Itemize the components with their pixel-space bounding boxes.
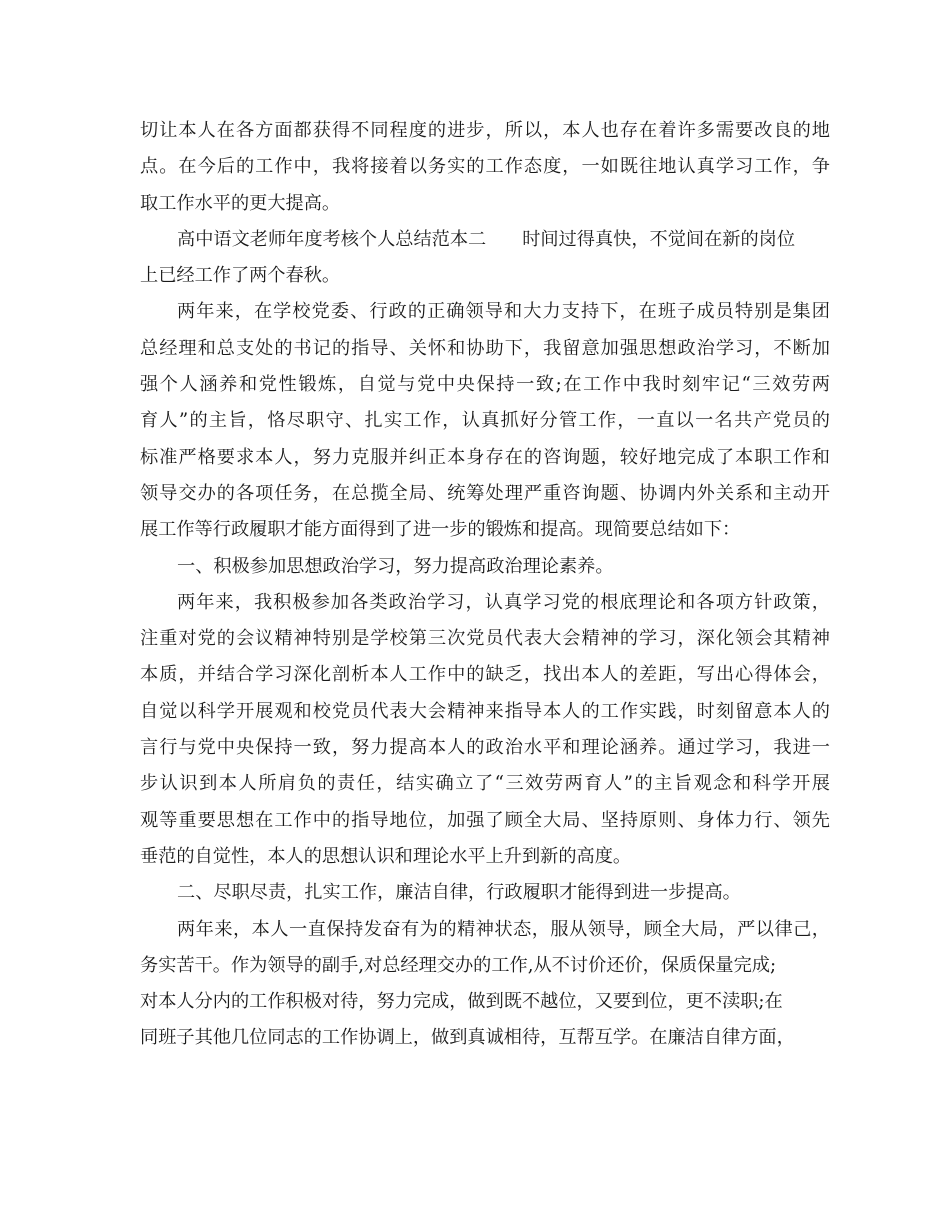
text-line: 展工作等行政履职才能方面得到了进一步的锻炼和提高。现简要总结如下： [140, 519, 741, 541]
text-line: 切让本人在各方面都获得不同程度的进步，所以，本人也存在着许多需要改良的地 [140, 120, 830, 141]
heading-2: 二、尽职尽责，扎实工作，廉洁自律，行政履职才能得到进一步提高。 [177, 882, 741, 904]
section-title: 高中语文老师年度考核个人总结范本二 [177, 228, 487, 250]
text-line: 两年来，在学校党委、行政的正确领导和大力支持下，在班子成员特别是集团 [177, 301, 830, 323]
text-line: 同班子其他几位同志的工作协调上，做到真诚相待，互帮互学。在廉洁自律方面， [140, 1027, 795, 1049]
text-line: 两年来，本人一直保持发奋有为的精神状态，服从领导，顾全大局，严以律己， [177, 918, 830, 940]
text-line: 点。在今后的工作中，我将接着以务实的工作态度，一如既往地认真学习工作，争 [140, 156, 830, 178]
text-line: 育人”的主旨，恪尽职守、扎实工作，认真抓好分管工作，一直以一名共产党员的 [140, 410, 830, 432]
text-line: 观等重要思想在工作中的指导地位，加强了顾全大局、坚持原则、身体力行、领先 [140, 809, 830, 831]
text-line: 注重对党的会议精神特别是学校第三次党员代表大会精神的学习，深化领会其精神 [140, 628, 830, 650]
heading-1: 一、积极参加思想政治学习，努力提高政治理论素养。 [177, 555, 614, 577]
paragraph-start: 时间过得真快，不觉间在新的岗位 [522, 228, 796, 250]
text-line: 标准严格要求本人，努力克服并纠正本身存在的咨询题，较好地完成了本职工作和 [140, 446, 830, 468]
section-title-line [140, 222, 830, 258]
text-line: 务实苦干。作为领导的副手,对总经理交办的工作,从不讨价还价，保质保量完成; [140, 954, 777, 976]
text-line: 总经理和总支处的书记的指导、关怀和协助下，我留意加强思想政治学习，不断加 [140, 337, 830, 359]
text-line: 领导交办的各项任务，在总揽全局、统筹处理严重咨询题、协调内外关系和主动开 [140, 482, 830, 504]
text-line: 自觉以科学开展观和校党员代表大会精神来指导本人的工作实践，时刻留意本人的 [140, 700, 830, 722]
text-line: 垂范的自觉性，本人的思想认识和理论水平上升到新的高度。 [140, 845, 632, 867]
document-body [140, 113, 830, 1057]
text-line: 上已经工作了两个春秋。 [140, 265, 341, 287]
text-line: 本质，并结合学习深化剖析本人工作中的缺乏，找出本人的差距，写出心得体会， [140, 664, 830, 686]
text-line: 言行与党中央保持一致，努力提高本人的政治水平和理论涵养。通过学习，我进一 [140, 737, 830, 759]
text-line: 对本人分内的工作积极对待，努力完成，做到既不越位，又要到位，更不渎职;在 [140, 991, 783, 1013]
text-line: 强个人涵养和党性锻炼，自觉与党中央保持一致;在工作中我时刻牢记“三效劳两 [140, 374, 830, 396]
text-line: 步认识到本人所肩负的责任，结实确立了“三效劳两育人”的主旨观念和科学开展 [140, 773, 830, 795]
text-line: 取工作水平的更大提高。 [140, 192, 341, 214]
text-line: 两年来，我积极参加各类政治学习，认真学习党的根底理论和各项方针政策， [177, 591, 830, 613]
